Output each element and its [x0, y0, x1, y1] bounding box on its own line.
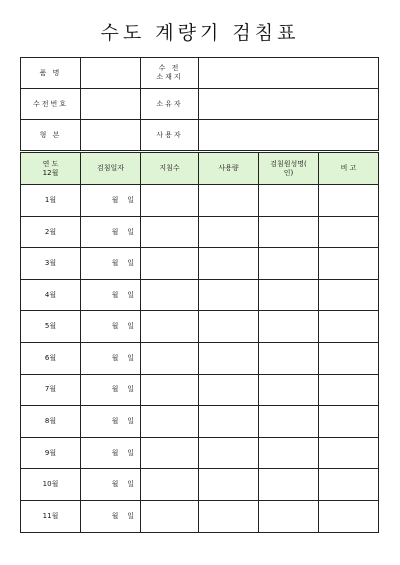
- usage-cell[interactable]: [199, 279, 259, 311]
- inspector-cell[interactable]: [259, 500, 319, 532]
- log-row: [21, 342, 379, 374]
- date-cell[interactable]: 월 일: [81, 279, 141, 311]
- date-cell[interactable]: 월 일: [81, 469, 141, 501]
- reading-cell[interactable]: [141, 500, 199, 532]
- log-row: [21, 469, 379, 501]
- header-inspector: [259, 153, 319, 185]
- info-label-right: [141, 58, 199, 89]
- usage-cell[interactable]: [199, 469, 259, 501]
- header-date: 검침일자: [81, 153, 141, 185]
- reading-cell[interactable]: [141, 216, 199, 248]
- month-cell: 3월: [21, 248, 81, 280]
- month-cell: 6월: [21, 342, 81, 374]
- log-row: [21, 279, 379, 311]
- inspector-cell[interactable]: [259, 437, 319, 469]
- usage-cell[interactable]: [199, 437, 259, 469]
- header-reading: 지침수: [141, 153, 199, 185]
- inspector-cell[interactable]: [259, 279, 319, 311]
- header-remarks: 비 고: [319, 153, 379, 185]
- usage-cell[interactable]: [199, 185, 259, 217]
- month-cell: 9월: [21, 437, 81, 469]
- inspector-cell[interactable]: [259, 216, 319, 248]
- info-row: [21, 58, 379, 89]
- reading-cell[interactable]: [141, 279, 199, 311]
- remarks-cell[interactable]: [319, 469, 379, 501]
- info-value-left[interactable]: [81, 89, 141, 120]
- date-cell[interactable]: 월 일: [81, 374, 141, 406]
- info-label-right: [141, 120, 199, 151]
- reading-cell[interactable]: [141, 437, 199, 469]
- usage-cell[interactable]: [199, 406, 259, 438]
- month-cell: 1월: [21, 185, 81, 217]
- log-row: [21, 185, 379, 217]
- remarks-cell[interactable]: [319, 437, 379, 469]
- date-cell[interactable]: 월 일: [81, 406, 141, 438]
- inspector-cell[interactable]: [259, 406, 319, 438]
- usage-cell[interactable]: [199, 311, 259, 343]
- log-row: [21, 216, 379, 248]
- remarks-cell[interactable]: [319, 279, 379, 311]
- date-cell[interactable]: 월 일: [81, 185, 141, 217]
- inspector-cell[interactable]: [259, 185, 319, 217]
- date-cell[interactable]: 월 일: [81, 342, 141, 374]
- remarks-cell[interactable]: [319, 311, 379, 343]
- date-cell[interactable]: 월 일: [81, 216, 141, 248]
- usage-cell[interactable]: [199, 342, 259, 374]
- info-value-right[interactable]: [199, 120, 379, 151]
- usage-cell[interactable]: [199, 500, 259, 532]
- remarks-cell[interactable]: [319, 185, 379, 217]
- log-row: [21, 406, 379, 438]
- info-value-right[interactable]: [199, 58, 379, 89]
- month-cell: 4월: [21, 279, 81, 311]
- info-label-right-line: 수 전: [158, 64, 181, 73]
- remarks-cell[interactable]: [319, 500, 379, 532]
- usage-cell[interactable]: [199, 248, 259, 280]
- date-cell[interactable]: 월 일: [81, 437, 141, 469]
- date-cell[interactable]: 월 일: [81, 248, 141, 280]
- reading-cell[interactable]: [141, 311, 199, 343]
- info-label-left: 품 명: [21, 58, 81, 89]
- header-inspector-line: 검침원성명(: [270, 159, 307, 168]
- info-label-right-line: 소재지: [156, 73, 183, 81]
- info-value-right[interactable]: [199, 89, 379, 120]
- info-label-right-line: 사용자: [156, 130, 183, 139]
- remarks-cell[interactable]: [319, 406, 379, 438]
- date-cell[interactable]: 월 일: [81, 311, 141, 343]
- reading-cell[interactable]: [141, 374, 199, 406]
- reading-cell[interactable]: [141, 406, 199, 438]
- usage-cell[interactable]: [199, 374, 259, 406]
- info-row: [21, 89, 379, 120]
- date-cell[interactable]: 월 일: [81, 500, 141, 532]
- remarks-cell[interactable]: [319, 248, 379, 280]
- info-label-right-line: 소유자: [156, 99, 183, 108]
- month-cell: 5월: [21, 311, 81, 343]
- inspector-cell[interactable]: [259, 342, 319, 374]
- log-row: [21, 248, 379, 280]
- info-label-left: 형 본: [21, 120, 81, 151]
- remarks-cell[interactable]: [319, 374, 379, 406]
- header-inspector-line: 인): [283, 168, 294, 177]
- log-row: [21, 500, 379, 532]
- month-cell: 10월: [21, 469, 81, 501]
- meter-info-table: [20, 57, 379, 151]
- header-month-line: 연 도: [42, 159, 59, 168]
- month-cell: 7월: [21, 374, 81, 406]
- usage-cell[interactable]: [199, 216, 259, 248]
- reading-cell[interactable]: [141, 342, 199, 374]
- log-row: [21, 311, 379, 343]
- reading-cell[interactable]: [141, 469, 199, 501]
- info-row: [21, 120, 379, 151]
- header-usage: 사용량: [199, 153, 259, 185]
- log-row: [21, 374, 379, 406]
- month-cell: 8월: [21, 406, 81, 438]
- log-header-row: [21, 153, 379, 185]
- remarks-cell[interactable]: [319, 216, 379, 248]
- info-label-left: 수전번호: [21, 89, 81, 120]
- info-value-left[interactable]: [81, 58, 141, 89]
- inspector-cell[interactable]: [259, 248, 319, 280]
- page-title: 수도 계량기 검침표: [100, 22, 300, 44]
- info-label-right: [141, 89, 199, 120]
- remarks-cell[interactable]: [319, 342, 379, 374]
- inspector-cell[interactable]: [259, 311, 319, 343]
- month-cell: 2월: [21, 216, 81, 248]
- info-value-left[interactable]: [81, 120, 141, 151]
- reading-cell[interactable]: [141, 185, 199, 217]
- header-month: [21, 153, 81, 185]
- month-cell: 11월: [21, 500, 81, 532]
- header-month-line: 12월: [42, 168, 59, 177]
- inspector-cell[interactable]: [259, 374, 319, 406]
- inspector-cell[interactable]: [259, 469, 319, 501]
- log-row: [21, 437, 379, 469]
- reading-log-table: [20, 152, 379, 533]
- reading-cell[interactable]: [141, 248, 199, 280]
